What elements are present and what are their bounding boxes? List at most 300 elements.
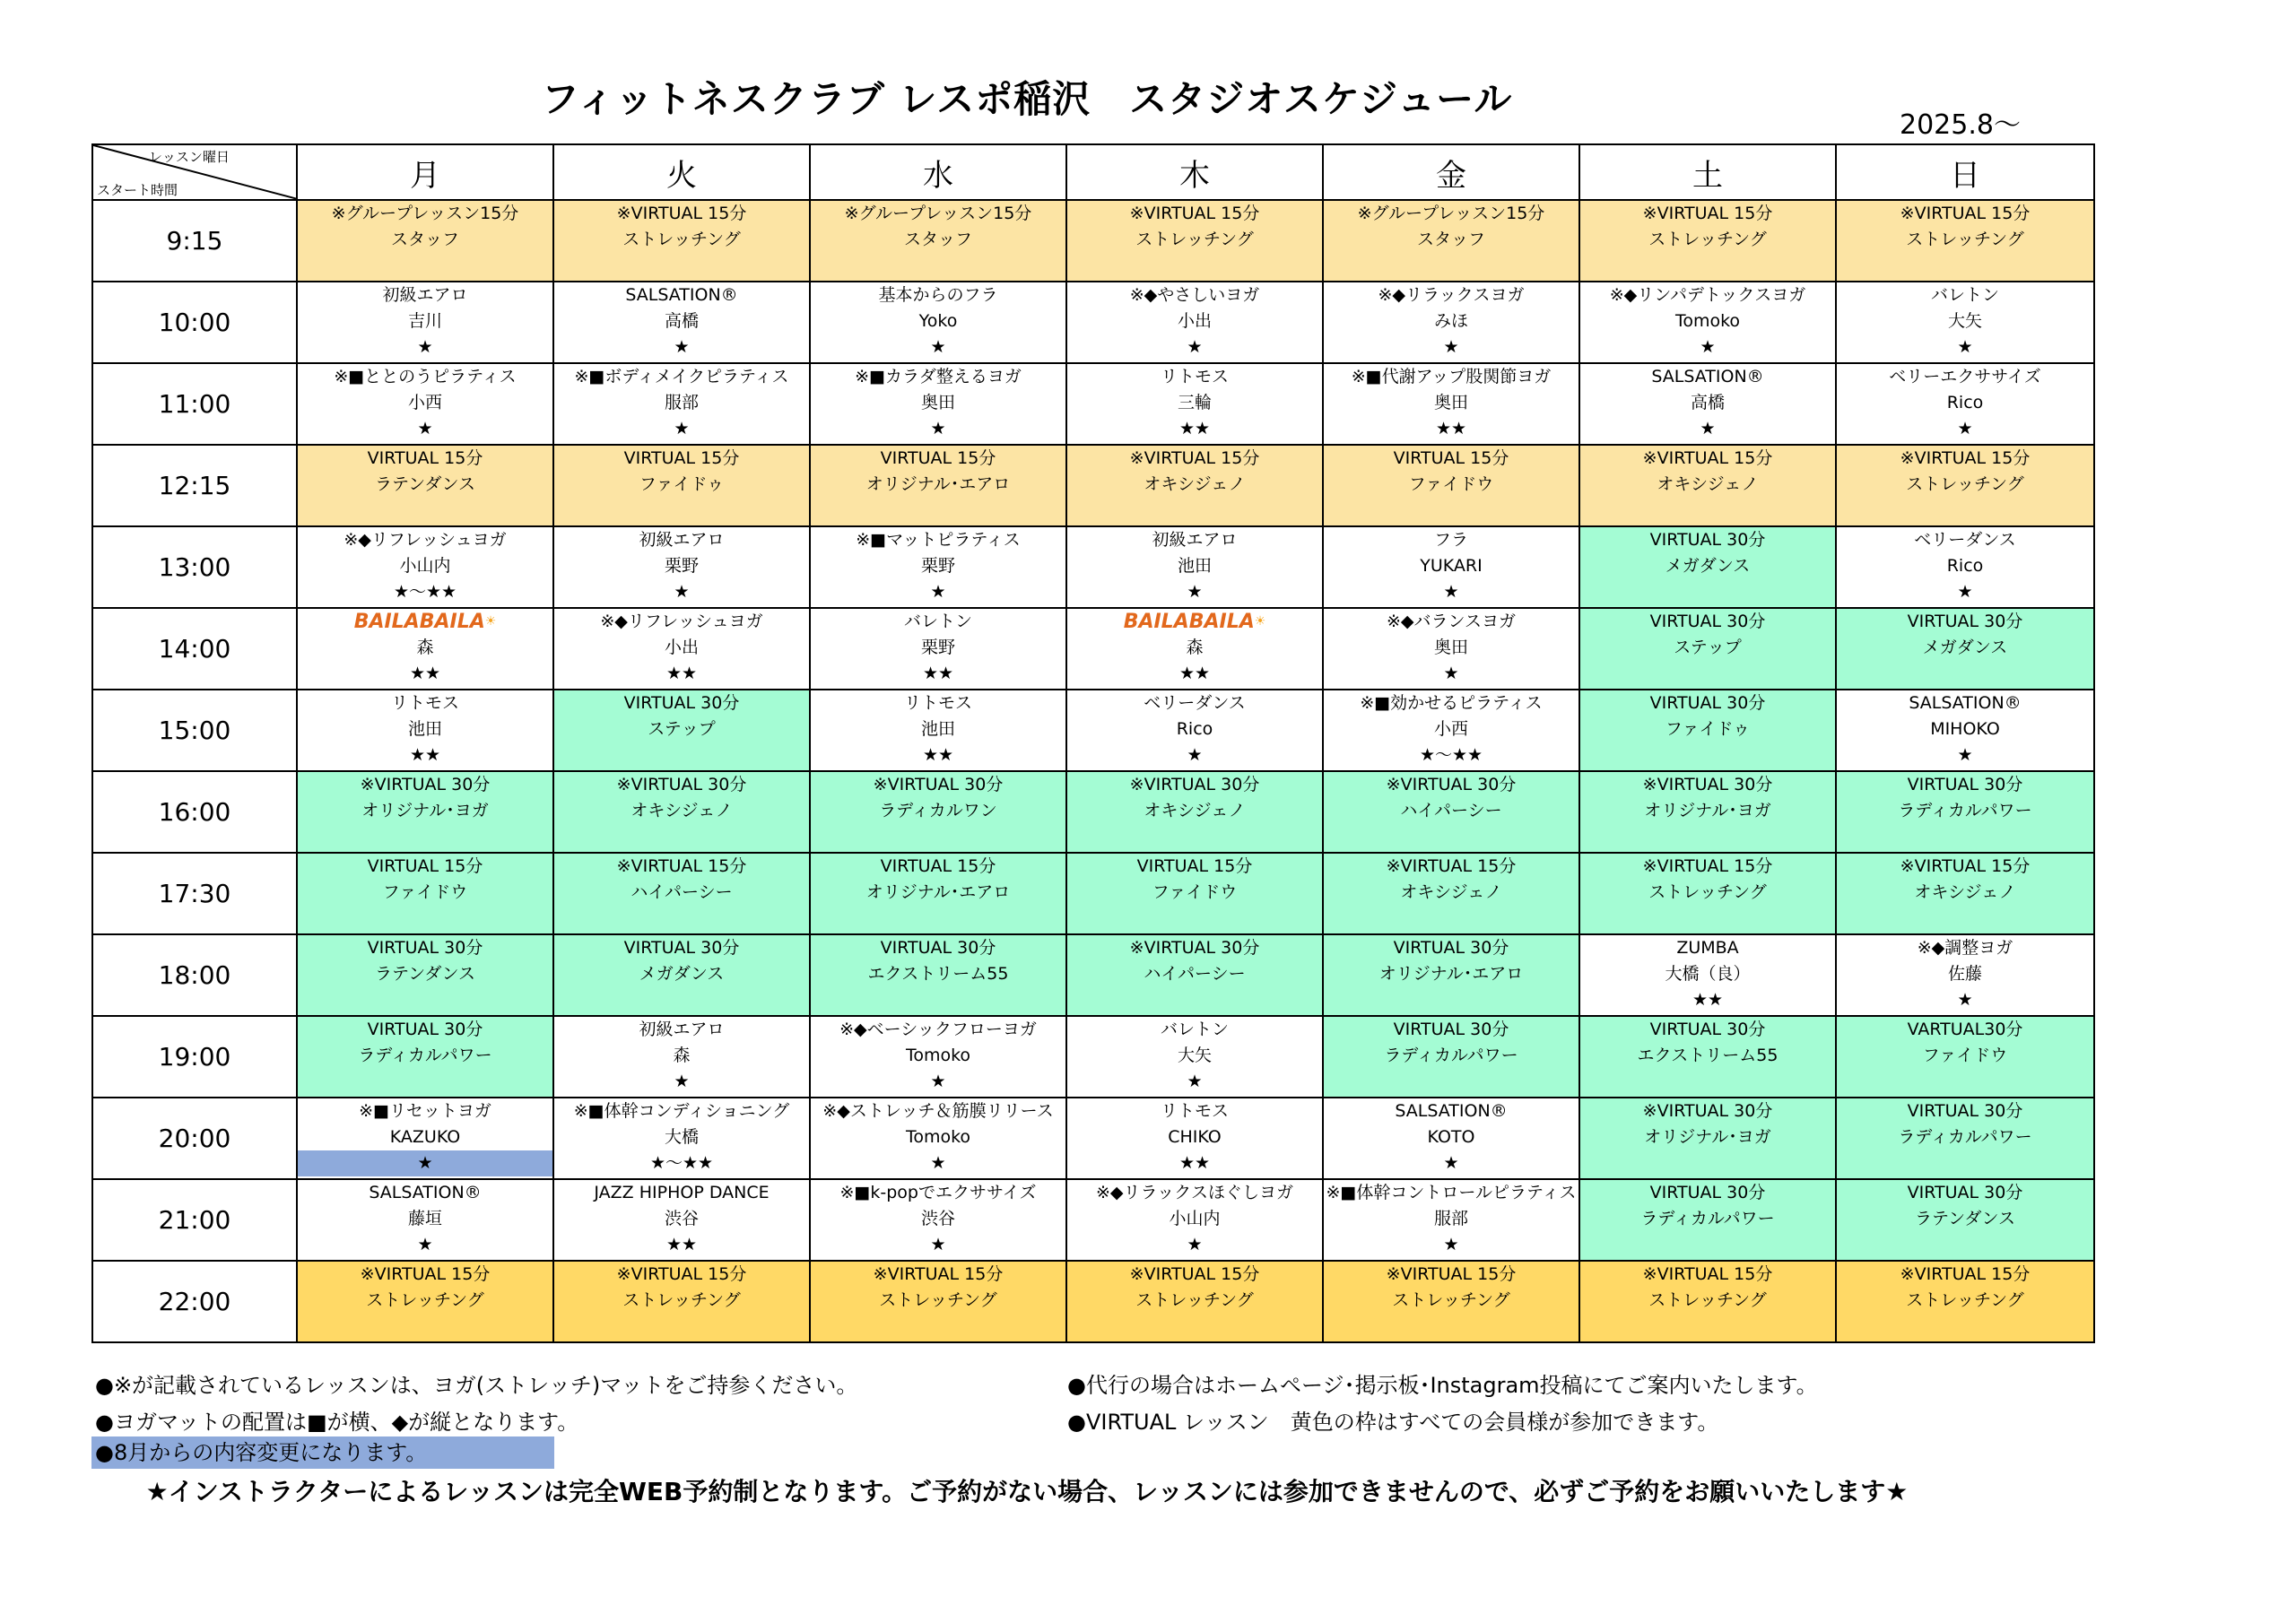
- lesson-name: ※VIRTUAL 15分: [1386, 1264, 1517, 1284]
- lesson-name: ※◆リンパデトックスヨガ: [1609, 285, 1806, 305]
- lesson-name: ※■マットピラティス: [856, 530, 1021, 550]
- lesson-name: ※グループレッスン15分: [331, 204, 519, 223]
- lesson-name: ベリーエクササイズ: [1889, 367, 2041, 386]
- lesson-instructor: 栗野: [920, 638, 955, 657]
- lesson-instructor: メガダンス: [1665, 556, 1751, 576]
- lesson-cell: [297, 282, 553, 363]
- lesson-instructor: オリジナル･エアロ: [865, 474, 1011, 494]
- lesson-cell: [1066, 853, 1323, 934]
- lesson-cell: [1579, 771, 1836, 853]
- lesson-instructor: MIHOKO: [1930, 719, 2000, 739]
- lesson-name: ※VIRTUAL 15分: [616, 856, 747, 876]
- lesson-instructor: Rico: [1946, 556, 1984, 576]
- lesson-cell: [1323, 200, 1579, 282]
- lesson-level: ★★: [409, 745, 441, 765]
- lesson-instructor: ラディカルパワー: [1898, 801, 2032, 820]
- note-change: ●8月からの内容変更になります。: [91, 1436, 554, 1469]
- lesson-cell: [810, 853, 1066, 934]
- lesson-name: ベリーダンス: [1144, 693, 1246, 713]
- schedule-row: [92, 445, 2094, 526]
- lesson-instructor: エクストリーム55: [1637, 1046, 1779, 1065]
- lesson-instructor: Rico: [1176, 719, 1213, 739]
- lesson-cell: [1836, 690, 2094, 771]
- lesson-cell: [1579, 608, 1836, 690]
- lesson-instructor: 渋谷: [664, 1209, 699, 1228]
- lesson-cell: [1323, 1098, 1579, 1179]
- lesson-name: ※■ととのうピラティス: [334, 367, 517, 386]
- lesson-level: ★: [930, 582, 946, 602]
- time-slot: 10:00: [92, 282, 297, 363]
- lesson-instructor: ステップ: [648, 719, 716, 739]
- lesson-name: ※VIRTUAL 30分: [360, 775, 491, 794]
- lesson-cell: [1836, 608, 2094, 690]
- lesson-level: ★★: [665, 664, 698, 683]
- lesson-name: リトモス: [1160, 367, 1229, 386]
- lesson-instructor: オキシジェノ: [1657, 474, 1759, 494]
- bailabaila-logo: BAILABAILA☀: [1123, 611, 1266, 633]
- lesson-instructor: ストレッチング: [1392, 1290, 1510, 1310]
- lesson-name: ※■体幹コントロールピラティス: [1326, 1183, 1577, 1202]
- lesson-cell: [1579, 934, 1836, 1016]
- lesson-instructor: ストレッチング: [1135, 1290, 1254, 1310]
- schedule-row: [92, 1098, 2094, 1179]
- lesson-instructor: ストレッチング: [1906, 1290, 2024, 1310]
- lesson-name: ※VIRTUAL 15分: [1900, 448, 2031, 468]
- lesson-instructor: 小出: [1177, 311, 1212, 331]
- lesson-instructor: ラテンダンス: [375, 474, 475, 494]
- lesson-level: ★: [1443, 337, 1459, 357]
- lesson-name: SALSATION®: [1909, 693, 2022, 713]
- lesson-instructor: 小山内: [399, 556, 451, 576]
- lesson-cell: [1323, 934, 1579, 1016]
- lesson-level: ★: [930, 1235, 946, 1254]
- lesson-cell: [1836, 1098, 2094, 1179]
- lesson-level: ★★: [1178, 419, 1211, 438]
- lesson-instructor: 池田: [920, 719, 955, 739]
- lesson-level: ★: [417, 337, 433, 357]
- lesson-level: ★: [417, 1235, 433, 1254]
- lesson-name: VIRTUAL 30分: [1907, 612, 2023, 631]
- lesson-level: ★: [1443, 1153, 1459, 1173]
- lesson-level: ★: [674, 582, 690, 602]
- lesson-name: JAZZ HIPHOP DANCE: [594, 1183, 770, 1202]
- lesson-level: ★: [1187, 1235, 1203, 1254]
- lesson-name: ※VIRTUAL 15分: [616, 1264, 747, 1284]
- corner-time-label: スタート時間: [97, 182, 178, 198]
- lesson-cell: [553, 608, 810, 690]
- lesson-cell: [297, 771, 553, 853]
- time-slot: 15:00: [92, 690, 297, 771]
- lesson-name: VIRTUAL 30分: [1649, 612, 1766, 631]
- lesson-name: VIRTUAL 30分: [1649, 693, 1766, 713]
- schedule-row: [92, 608, 2094, 690]
- time-slot: 21:00: [92, 1179, 297, 1261]
- lesson-name: バレトン: [903, 612, 972, 631]
- lesson-instructor: ストレッチング: [879, 1290, 997, 1310]
- schedule-row: [92, 771, 2094, 853]
- lesson-cell: [810, 1098, 1066, 1179]
- schedule-row: [92, 690, 2094, 771]
- lesson-cell: [297, 1261, 553, 1342]
- lesson-level: ★★: [1178, 1153, 1211, 1173]
- lesson-name: ※◆リラックスほぐしヨガ: [1096, 1183, 1293, 1202]
- day-header: 日: [1836, 144, 2094, 200]
- lesson-cell: [810, 771, 1066, 853]
- lesson-cell: [297, 526, 553, 608]
- lesson-name: リトモス: [1160, 1101, 1229, 1121]
- time-slot: 12:15: [92, 445, 297, 526]
- lesson-instructor: 渋谷: [920, 1209, 955, 1228]
- lesson-cell: [810, 526, 1066, 608]
- lesson-cell: [297, 608, 553, 690]
- lesson-cell: [810, 1261, 1066, 1342]
- lesson-name: 初級エアロ: [639, 1020, 725, 1039]
- lesson-cell: [1066, 1261, 1323, 1342]
- lesson-instructor: ストレッチング: [366, 1290, 484, 1310]
- lesson-cell: [297, 1098, 553, 1179]
- lesson-name: ※■効かせるピラティス: [1360, 693, 1543, 713]
- lesson-name: ※◆リフレッシュヨガ: [600, 612, 763, 631]
- lesson-instructor: ストレッチング: [622, 1290, 741, 1310]
- corner-header: [92, 144, 297, 200]
- lesson-cell: [1323, 853, 1579, 934]
- lesson-cell: [1066, 445, 1323, 526]
- bailabaila-logo: BAILABAILA☀: [353, 611, 497, 633]
- lesson-cell: [1323, 1179, 1579, 1261]
- lesson-cell: [810, 445, 1066, 526]
- lesson-instructor: 小西: [407, 393, 442, 412]
- lesson-name: ※VIRTUAL 30分: [1642, 1101, 1773, 1121]
- lesson-name: ※VIRTUAL 15分: [360, 1264, 491, 1284]
- schedule-row: [92, 282, 2094, 363]
- lesson-name: リトモス: [903, 693, 972, 713]
- lesson-instructor: ストレッチング: [1648, 230, 1767, 249]
- lesson-name: VIRTUAL 30分: [1649, 1183, 1766, 1202]
- lesson-name: VIRTUAL 30分: [1907, 1183, 2023, 1202]
- lesson-cell: [1836, 363, 2094, 445]
- lesson-cell: [1066, 934, 1323, 1016]
- lesson-instructor: ストレッチング: [1648, 1290, 1767, 1310]
- lesson-name: SALSATION®: [1395, 1101, 1508, 1121]
- lesson-cell: [297, 934, 553, 1016]
- lesson-level: ★: [674, 419, 690, 438]
- lesson-level: ★: [1187, 582, 1203, 602]
- time-slot: 18:00: [92, 934, 297, 1016]
- lesson-cell: [553, 363, 810, 445]
- lesson-level: ★: [930, 419, 946, 438]
- lesson-instructor: 森: [1186, 638, 1204, 657]
- time-slot: 14:00: [92, 608, 297, 690]
- lesson-name: ※◆ベーシックフローヨガ: [839, 1020, 1037, 1039]
- lesson-cell: [810, 363, 1066, 445]
- lesson-cell: [1066, 282, 1323, 363]
- reservation-notice: ★インストラクターによるレッスンは完全WEB予約制となります。ご予約がない場合、レッスンには参加できませんので、必ずご予約をお願いいたします★: [145, 1477, 1909, 1506]
- lesson-cell: [553, 1098, 810, 1179]
- lesson-name: ※VIRTUAL 15分: [1900, 856, 2031, 876]
- lesson-instructor: オリジナル･エアロ: [865, 882, 1011, 902]
- time-slot: 20:00: [92, 1098, 297, 1179]
- lesson-name: ※■k-popでエクササイズ: [839, 1183, 1037, 1202]
- lesson-cell: [297, 363, 553, 445]
- lesson-instructor: ファイドゥ: [1665, 719, 1751, 739]
- schedule-row: [92, 363, 2094, 445]
- lesson-name: バレトン: [1930, 285, 1999, 305]
- lesson-cell: [1836, 1261, 2094, 1342]
- lesson-cell: [1836, 1016, 2094, 1098]
- lesson-instructor: オキシジェノ: [631, 801, 733, 820]
- lesson-instructor: ストレッチング: [1906, 474, 2024, 494]
- lesson-instructor: ファイドウ: [1408, 474, 1494, 494]
- schedule-row: [92, 853, 2094, 934]
- lesson-instructor: メガダンス: [1922, 638, 2008, 657]
- time-slot: 13:00: [92, 526, 297, 608]
- lesson-level: ★: [1957, 337, 1973, 357]
- schedule-date: 2025.8～: [1900, 109, 2021, 141]
- lesson-cell: [553, 771, 810, 853]
- time-slot: 22:00: [92, 1261, 297, 1342]
- lesson-instructor: 小出: [664, 638, 699, 657]
- lesson-instructor: ファイドウ: [1152, 882, 1238, 902]
- lesson-name: 初級エアロ: [382, 285, 468, 305]
- lesson-instructor: 奥田: [1433, 393, 1468, 412]
- lesson-name: リトモス: [390, 693, 459, 713]
- lesson-name: VIRTUAL 30分: [880, 938, 996, 958]
- lesson-cell: [810, 608, 1066, 690]
- lesson-instructor: 高橋: [1690, 393, 1725, 412]
- lesson-name: SALSATION®: [1651, 367, 1764, 386]
- lesson-cell: [1323, 526, 1579, 608]
- lesson-name: ※VIRTUAL 15分: [616, 204, 747, 223]
- lesson-instructor: ラディカルワン: [879, 801, 997, 820]
- lesson-instructor: ハイパーシー: [631, 882, 733, 902]
- lesson-cell: [553, 526, 810, 608]
- lesson-level: ★: [1957, 745, 1973, 765]
- lesson-name: VIRTUAL 15分: [367, 856, 483, 876]
- lesson-cell: [297, 690, 553, 771]
- lesson-instructor: 服部: [664, 393, 699, 412]
- lesson-instructor: ハイパーシー: [1400, 801, 1502, 820]
- lesson-level: ★: [1187, 1072, 1203, 1091]
- lesson-cell: [553, 1261, 810, 1342]
- lesson-level: ★★: [922, 664, 954, 683]
- lesson-cell: [1579, 363, 1836, 445]
- lesson-name: 初級エアロ: [639, 530, 725, 550]
- schedule-table: [91, 143, 2095, 1343]
- lesson-name: VIRTUAL 15分: [880, 448, 996, 468]
- lesson-name: ※■リセットヨガ: [359, 1101, 491, 1121]
- lesson-instructor: 服部: [1433, 1209, 1468, 1228]
- schedule-row: [92, 1261, 2094, 1342]
- lesson-name: ※VIRTUAL 15分: [1642, 856, 1773, 876]
- lesson-level: ★: [1957, 419, 1973, 438]
- lesson-name: ※VIRTUAL 30分: [1129, 775, 1260, 794]
- lesson-cell: [1066, 690, 1323, 771]
- lesson-name: ※VIRTUAL 15分: [1900, 204, 2031, 223]
- lesson-cell: [553, 853, 810, 934]
- lesson-level: ★: [674, 337, 690, 357]
- lesson-cell: [810, 934, 1066, 1016]
- lesson-name: ※VIRTUAL 15分: [1642, 204, 1773, 223]
- lesson-name: ※VIRTUAL 30分: [1129, 938, 1260, 958]
- lesson-instructor: ステップ: [1674, 638, 1742, 657]
- note-substitute: ●代行の場合はホームページ･掲示板･Instagram投稿にてご案内いたします。: [1067, 1373, 1818, 1398]
- time-slot: 19:00: [92, 1016, 297, 1098]
- lesson-cell: [1579, 200, 1836, 282]
- lesson-cell: [1836, 200, 2094, 282]
- lesson-cell: [297, 445, 553, 526]
- lesson-instructor: 奥田: [920, 393, 955, 412]
- lesson-cell: [1323, 282, 1579, 363]
- lesson-name: ※◆調整ヨガ: [1917, 938, 2013, 958]
- lesson-instructor: みほ: [1433, 311, 1468, 331]
- day-header: 土: [1579, 144, 1836, 200]
- lesson-instructor: CHIKO: [1168, 1127, 1222, 1147]
- lesson-cell: [297, 1179, 553, 1261]
- lesson-name: ※◆バランスヨガ: [1387, 612, 1516, 631]
- lesson-level: ★: [674, 1072, 690, 1091]
- lesson-instructor: 吉川: [407, 311, 442, 331]
- lesson-cell: [1323, 445, 1579, 526]
- lesson-instructor: 大橋（良）: [1665, 964, 1751, 984]
- lesson-cell: [1579, 1016, 1836, 1098]
- lesson-cell: [1066, 1098, 1323, 1179]
- lesson-cell: [553, 1016, 810, 1098]
- lesson-instructor: ストレッチング: [1135, 230, 1254, 249]
- lesson-level: ★～★★: [649, 1153, 714, 1173]
- lesson-instructor: ラディカルパワー: [1898, 1127, 2032, 1147]
- lesson-name: ※グループレッスン15分: [1357, 204, 1545, 223]
- time-slot: 11:00: [92, 363, 297, 445]
- lesson-level: ★★: [1178, 664, 1211, 683]
- lesson-cell: [1066, 608, 1323, 690]
- lesson-cell: [1066, 1179, 1323, 1261]
- lesson-name: VIRTUAL 30分: [1393, 938, 1509, 958]
- lesson-cell: [1066, 363, 1323, 445]
- lesson-cell: [553, 445, 810, 526]
- lesson-cell: [1579, 853, 1836, 934]
- lesson-level: ★★: [409, 664, 441, 683]
- lesson-name: ※VIRTUAL 15分: [1129, 448, 1260, 468]
- lesson-instructor: オリジナル･ヨガ: [1644, 1127, 1771, 1147]
- lesson-instructor: オリジナル･エアロ: [1378, 964, 1524, 984]
- lesson-level: ★: [1187, 745, 1203, 765]
- lesson-instructor: オキシジェノ: [1914, 882, 2016, 902]
- note-mat: ●※が記載されているレッスンは、ヨガ(ストレッチ)マットをご持参ください。: [95, 1373, 858, 1398]
- note-mat-layout: ●ヨガマットの配置は■が横、◆が縦となります。: [95, 1410, 579, 1435]
- lesson-instructor: 栗野: [920, 556, 955, 576]
- lesson-cell: [810, 282, 1066, 363]
- lesson-level: ★: [1957, 582, 1973, 602]
- lesson-cell: [553, 690, 810, 771]
- lesson-name: ※◆ストレッチ＆筋膜リリース: [822, 1101, 1054, 1121]
- lesson-instructor: オリジナル･ヨガ: [1644, 801, 1771, 820]
- lesson-level: ★～★★: [393, 582, 457, 602]
- lesson-instructor: ストレッチング: [1906, 230, 2024, 249]
- schedule-row: [92, 1179, 2094, 1261]
- lesson-instructor: 小山内: [1169, 1209, 1221, 1228]
- lesson-cell: [1323, 608, 1579, 690]
- lesson-instructor: Rico: [1946, 393, 1984, 412]
- lesson-name: SALSATION®: [369, 1183, 482, 1202]
- lesson-name: VIRTUAL 15分: [367, 448, 483, 468]
- time-slot: 17:30: [92, 853, 297, 934]
- lesson-name: ※グループレッスン15分: [844, 204, 1032, 223]
- lesson-instructor: Tomoko: [905, 1046, 971, 1065]
- lesson-level: ★: [1443, 1235, 1459, 1254]
- lesson-instructor: エクストリーム55: [867, 964, 1009, 984]
- lesson-name: 初級エアロ: [1152, 530, 1238, 550]
- lesson-cell: [1836, 771, 2094, 853]
- lesson-name: VIRTUAL 30分: [1393, 1020, 1509, 1039]
- lesson-name: ※VIRTUAL 30分: [616, 775, 747, 794]
- lesson-cell: [1579, 526, 1836, 608]
- lesson-instructor: スタッフ: [390, 230, 459, 249]
- lesson-cell: [297, 853, 553, 934]
- lesson-name: ※VIRTUAL 15分: [1129, 204, 1260, 223]
- lesson-level: ★: [1187, 337, 1203, 357]
- lesson-cell: [553, 934, 810, 1016]
- lesson-cell: [1836, 445, 2094, 526]
- lesson-level: ★★: [1692, 990, 1724, 1010]
- lesson-instructor: オキシジェノ: [1400, 882, 1502, 902]
- lesson-level: ★: [930, 1153, 946, 1173]
- day-header: 火: [553, 144, 810, 200]
- lesson-instructor: Tomoko: [1674, 311, 1741, 331]
- lesson-cell: [1323, 1016, 1579, 1098]
- lesson-instructor: スタッフ: [1416, 230, 1485, 249]
- lesson-name: ※VIRTUAL 15分: [1900, 1264, 2031, 1284]
- lesson-instructor: Tomoko: [905, 1127, 971, 1147]
- lesson-instructor: ファイドウ: [1922, 1046, 2008, 1065]
- lesson-name: VIRTUAL 15分: [1136, 856, 1253, 876]
- lesson-name: VIRTUAL 30分: [1907, 1101, 2023, 1121]
- lesson-name: フラ: [1433, 530, 1468, 550]
- lesson-name: ベリーダンス: [1914, 530, 2016, 550]
- lesson-name: VIRTUAL 30分: [1907, 775, 2023, 794]
- lesson-name: VARTUAL30分: [1907, 1020, 2023, 1039]
- lesson-instructor: オキシジェノ: [1144, 801, 1246, 820]
- lesson-instructor: メガダンス: [639, 964, 725, 984]
- note-virtual: ●VIRTUAL レッスン 黄色の枠はすべての会員様が参加できます。: [1067, 1410, 1719, 1435]
- schedule-row: [92, 200, 2094, 282]
- lesson-name: VIRTUAL 15分: [880, 856, 996, 876]
- lesson-instructor: 池田: [1177, 556, 1212, 576]
- lesson-name: VIRTUAL 30分: [1649, 530, 1766, 550]
- lesson-instructor: YUKARI: [1420, 556, 1483, 576]
- lesson-instructor: スタッフ: [903, 230, 972, 249]
- lesson-cell: [1579, 1179, 1836, 1261]
- lesson-cell: [1066, 200, 1323, 282]
- lesson-cell: [297, 1016, 553, 1098]
- lesson-instructor: 大矢: [1177, 1046, 1212, 1065]
- lesson-name: ※■ボディメイクピラティス: [574, 367, 789, 386]
- lesson-cell: [553, 200, 810, 282]
- lesson-level: ★: [298, 1150, 552, 1176]
- lesson-cell: [1323, 1261, 1579, 1342]
- lesson-level: ★: [1700, 337, 1716, 357]
- lesson-instructor: 佐藤: [1947, 964, 1982, 984]
- lesson-instructor: Yoko: [918, 311, 958, 331]
- lesson-instructor: ラテンダンス: [375, 964, 475, 984]
- lesson-cell: [1836, 526, 2094, 608]
- lesson-cell: [297, 200, 553, 282]
- day-header: 水: [810, 144, 1066, 200]
- lesson-cell: [1579, 282, 1836, 363]
- lesson-instructor: オリジナル･ヨガ: [361, 801, 489, 820]
- lesson-name: ZUMBA: [1676, 938, 1739, 958]
- schedule-row: [92, 1016, 2094, 1098]
- lesson-name: ※VIRTUAL 15分: [1386, 856, 1517, 876]
